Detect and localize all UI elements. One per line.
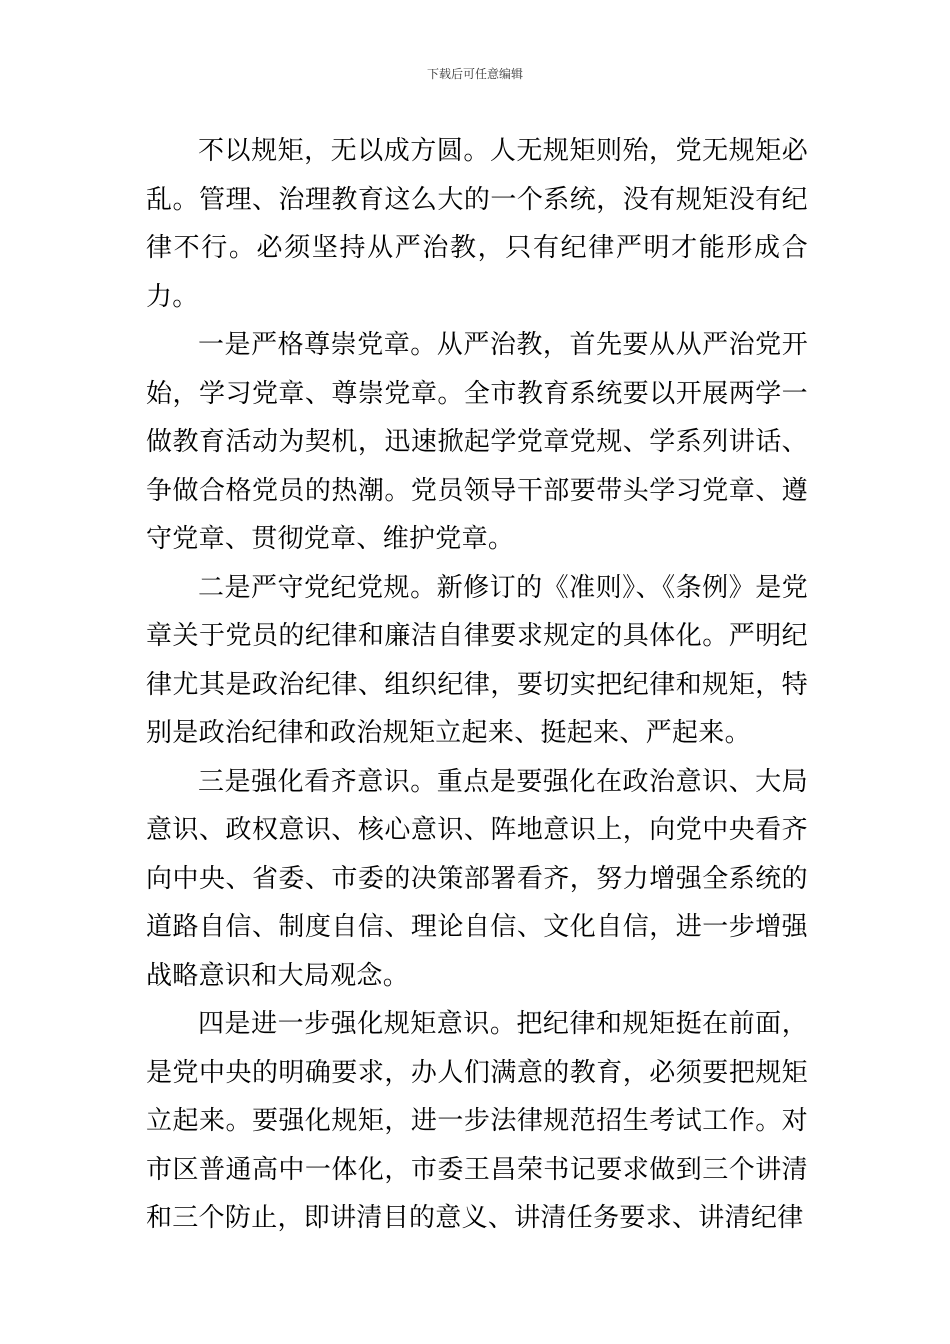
paragraph-party-constitution: 一是严格尊崇党章。从严治教，首先要从从严治党开始，学习党章、尊崇党章。全市教育系统要以开展两学一做教育活动为契机，迅速掀起学党章党规、学系列讲话、争做合格党员的热潮。党员领导干部要带头学习党章、遵守党章、贯彻党章、维护党章。 xyxy=(146,330,808,554)
document-body xyxy=(146,127,808,1243)
paragraph-intro: 不以规矩，无以成方圆。人无规矩则殆，党无规矩必乱。管理、治理教育这么大的一个系统，没有规矩没有纪律不行。必须坚持从严治教，只有纪律严明才能形成合力。 xyxy=(146,136,808,312)
paragraph-rules-awareness: 四是进一步强化规矩意识。把纪律和规矩挺在前面，是党中央的明确要求，办人们满意的教育，必须要把规矩立起来。要强化规矩，进一步法律规范招生考试工作。对市区普通高中一体化，市委王昌荣书记要求做到三个讲清和三个防止，即讲清目的意义、讲清任务要求、讲清纪律 xyxy=(146,1009,808,1233)
paragraph-party-discipline: 二是严守党纪党规。新修订的《准则》、《条例》是党章关于党员的纪律和廉洁自律要求规定的具体化。严明纪律尤其是政治纪律、组织纪律，要切实把纪律和规矩，特别是政治纪律和政治规矩立起来、挺起来、严起来。 xyxy=(146,572,808,748)
paragraph-alignment-awareness: 三是强化看齐意识。重点是要强化在政治意识、大局意识、政权意识、核心意识、阵地意识上，向党中央看齐向中央、省委、市委的决策部署看齐，努力增强全系统的道路自信、制度自信、理论自信、文化自信，进一步增强战略意识和大局观念。 xyxy=(146,766,808,991)
page-header: 下载后可任意编辑 xyxy=(426,67,523,81)
